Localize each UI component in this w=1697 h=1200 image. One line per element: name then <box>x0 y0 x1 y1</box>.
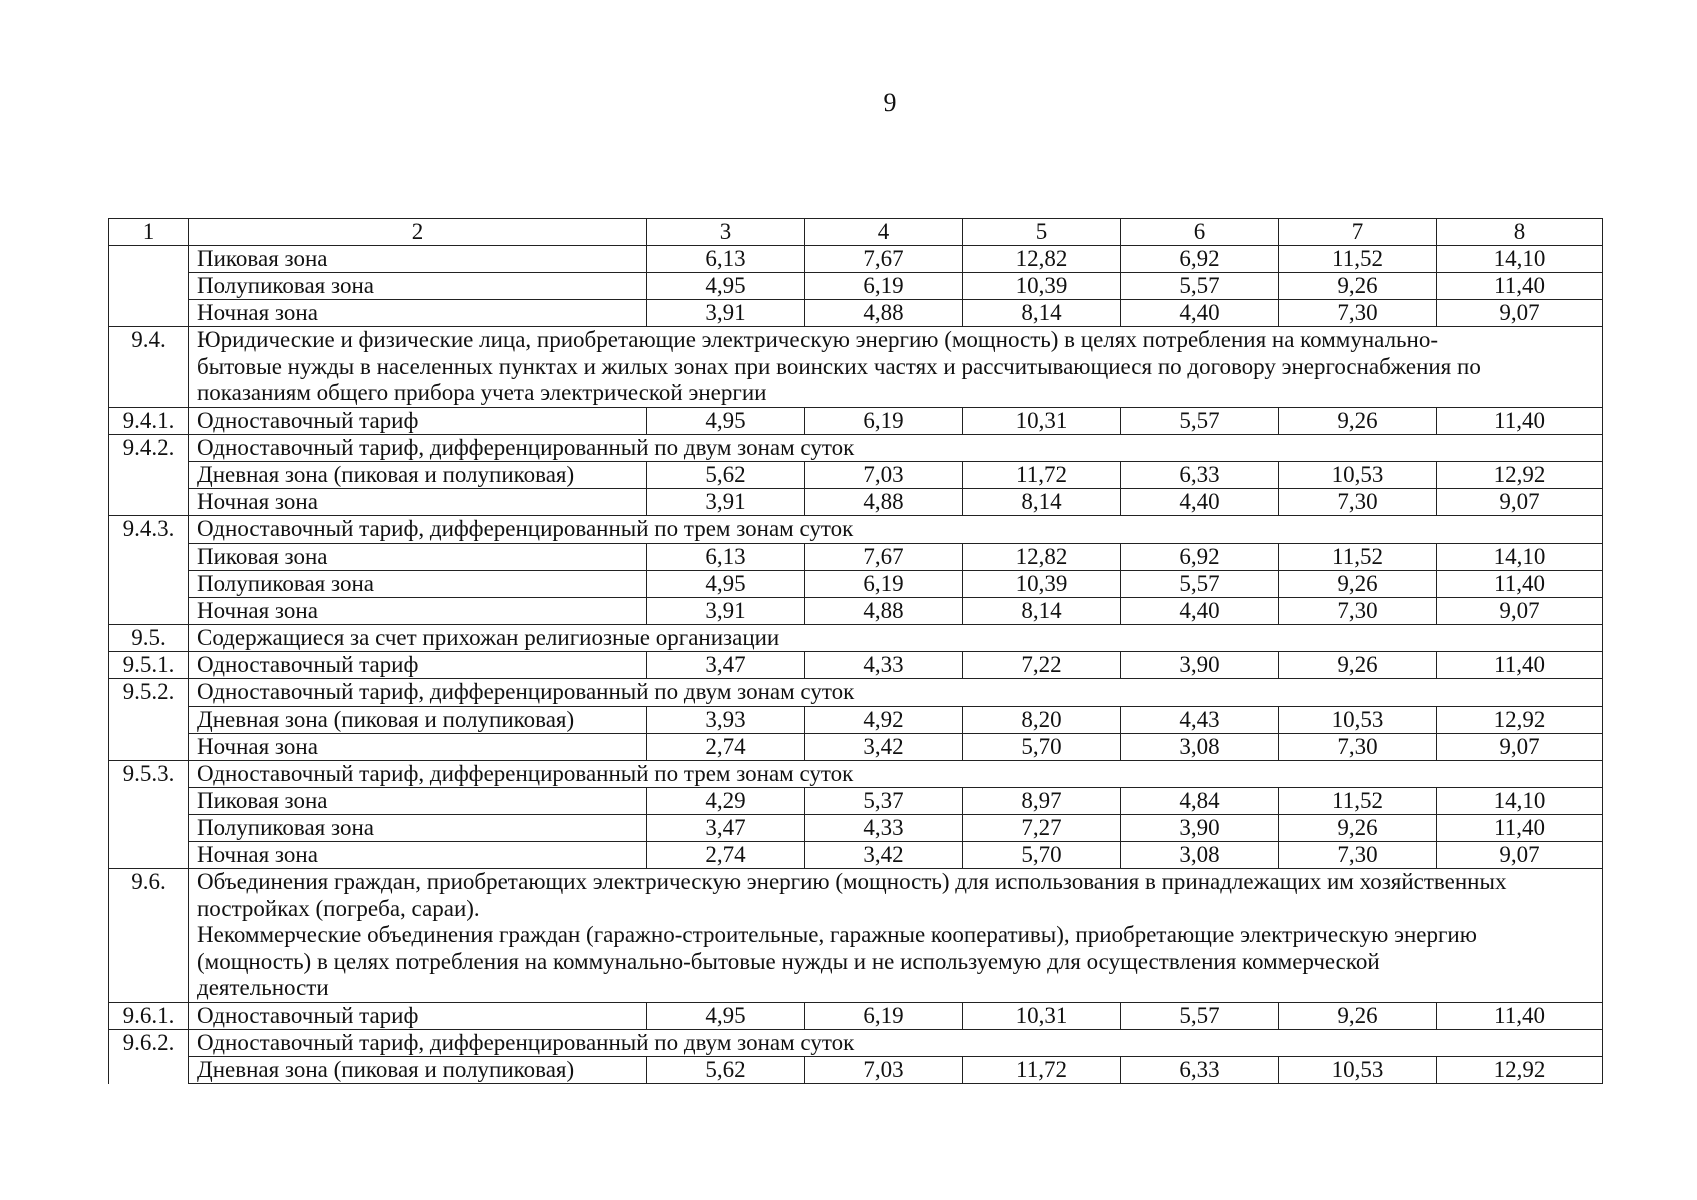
tariff-value-col-6: 3,90 <box>1121 652 1279 679</box>
tariff-value-col-3: 3,47 <box>647 815 805 842</box>
tariff-value-col-6: 6,33 <box>1121 1057 1279 1084</box>
tariff-value-col-3: 3,91 <box>647 489 805 516</box>
tariff-value-col-3: 4,95 <box>647 570 805 597</box>
tariff-value-col-4: 6,19 <box>805 273 963 300</box>
row-number <box>109 489 189 516</box>
tariff-value-col-7: 11,52 <box>1279 788 1437 815</box>
tariff-table <box>108 218 1603 1084</box>
row-number: 9.4. <box>109 327 189 408</box>
tariff-value-col-8: 11,40 <box>1437 652 1603 679</box>
section-title <box>189 760 1603 788</box>
tariff-value-col-4: 7,67 <box>805 246 963 273</box>
tariff-value-col-3: 4,95 <box>647 273 805 300</box>
section-title <box>189 516 1603 544</box>
row-label: Дневная зона (пиковая и полупиковая) <box>189 706 647 733</box>
tariff-value-col-7: 9,26 <box>1279 570 1437 597</box>
table-row <box>109 597 1603 624</box>
tariff-value-col-6: 5,57 <box>1121 407 1279 434</box>
table-row <box>109 788 1603 815</box>
table-row <box>109 570 1603 597</box>
row-number <box>109 842 189 869</box>
section-row <box>109 679 1603 707</box>
page-number: 9 <box>883 88 897 117</box>
row-number <box>109 246 189 273</box>
tariff-value-col-7: 11,52 <box>1279 543 1437 570</box>
row-number: 9.5.1. <box>109 652 189 679</box>
row-label: Ночная зона <box>189 733 647 760</box>
section-title-line: деятельности <box>197 975 329 1000</box>
tariff-value-col-4: 4,88 <box>805 597 963 624</box>
section-row <box>109 327 1603 408</box>
header-cell: 1 <box>109 219 189 246</box>
tariff-value-col-8: 12,92 <box>1437 706 1603 733</box>
tariff-value-col-8: 9,07 <box>1437 597 1603 624</box>
tariff-value-col-8: 12,92 <box>1437 462 1603 489</box>
section-title-line: Содержащиеся за счет прихожан религиозные организации <box>197 624 780 650</box>
row-label: Дневная зона (пиковая и полупиковая) <box>189 1057 647 1084</box>
section-title-line: Одноставочный тариф, дифференцированный по двум зонам суток <box>197 434 855 460</box>
row-number <box>109 706 189 733</box>
row-number: 9.6.2. <box>109 1029 189 1057</box>
header-cell: 3 <box>647 219 805 246</box>
row-number: 9.4.3. <box>109 516 189 544</box>
tariff-value-col-7: 10,53 <box>1279 1057 1437 1084</box>
section-title <box>189 679 1603 707</box>
row-number <box>109 788 189 815</box>
row-number: 9.4.1. <box>109 407 189 434</box>
row-number <box>109 597 189 624</box>
table-row <box>109 706 1603 733</box>
section-title-line: (мощность) в целях потребления на коммунально-бытовые нужды и не используемую для осуществления коммерческой <box>197 948 1380 974</box>
row-number: 9.4.2. <box>109 434 189 462</box>
tariff-value-col-3: 3,47 <box>647 652 805 679</box>
tariff-value-col-6: 5,57 <box>1121 1002 1279 1029</box>
tariff-value-col-6: 4,43 <box>1121 706 1279 733</box>
section-title-line: Объединения граждан, приобретающих электрическую энергию (мощность) для использования в принадлежащих им хозяйственных <box>197 869 1507 894</box>
row-number: 9.6. <box>109 869 189 1003</box>
tariff-value-col-4: 4,33 <box>805 815 963 842</box>
tariff-value-col-7: 9,26 <box>1279 273 1437 300</box>
section-title-line: бытовые нужды в населенных пунктах и жилых зонах при воинских частях и рассчитывающиеся по договору энергоснабжения по <box>197 353 1481 379</box>
tariff-value-col-7: 9,26 <box>1279 815 1437 842</box>
tariff-value-col-5: 10,31 <box>963 407 1121 434</box>
header-cell: 6 <box>1121 219 1279 246</box>
tariff-value-col-4: 7,03 <box>805 462 963 489</box>
tariff-value-col-6: 4,40 <box>1121 300 1279 327</box>
tariff-value-col-8: 11,40 <box>1437 407 1603 434</box>
tariff-value-col-5: 12,82 <box>963 246 1121 273</box>
row-label: Одноставочный тариф <box>189 1002 647 1029</box>
tariff-value-col-6: 3,08 <box>1121 842 1279 869</box>
section-title <box>189 1029 1603 1057</box>
section-title <box>189 869 1603 1003</box>
tariff-value-col-8: 11,40 <box>1437 273 1603 300</box>
tariff-value-col-8: 11,40 <box>1437 815 1603 842</box>
tariff-value-col-7: 9,26 <box>1279 1002 1437 1029</box>
tariff-value-col-7: 11,52 <box>1279 246 1437 273</box>
tariff-value-col-8: 11,40 <box>1437 1002 1603 1029</box>
section-title <box>189 434 1603 462</box>
tariff-value-col-5: 11,72 <box>963 1057 1121 1084</box>
tariff-table-body <box>109 219 1603 1084</box>
tariff-value-col-3: 5,62 <box>647 462 805 489</box>
section-title-line: Одноставочный тариф, дифференцированный по трем зонам суток <box>197 516 854 541</box>
tariff-value-col-3: 5,62 <box>647 1057 805 1084</box>
table-row <box>109 300 1603 327</box>
tariff-value-col-7: 7,30 <box>1279 489 1437 516</box>
section-title-line: постройках (погреба, сараи). <box>197 895 480 921</box>
section-row <box>109 516 1603 544</box>
tariff-value-col-3: 3,91 <box>647 597 805 624</box>
tariff-value-col-8: 14,10 <box>1437 246 1603 273</box>
table-row <box>109 652 1603 679</box>
tariff-value-col-5: 8,97 <box>963 788 1121 815</box>
section-title-line: показаниям общего прибора учета электрической энергии <box>197 380 767 405</box>
section-title-line: Некоммерческие объединения граждан (гаражно-строительные, гаражные кооперативы), приобретающие электрическую энергию <box>197 922 1477 947</box>
tariff-value-col-5: 5,70 <box>963 733 1121 760</box>
tariff-value-col-5: 5,70 <box>963 842 1121 869</box>
tariff-value-col-6: 6,92 <box>1121 246 1279 273</box>
tariff-value-col-3: 4,29 <box>647 788 805 815</box>
tariff-value-col-5: 7,22 <box>963 652 1121 679</box>
row-number <box>109 570 189 597</box>
tariff-value-col-4: 6,19 <box>805 407 963 434</box>
table-row <box>109 842 1603 869</box>
table-row <box>109 543 1603 570</box>
row-number <box>109 1057 189 1084</box>
tariff-value-col-5: 8,20 <box>963 706 1121 733</box>
tariff-value-col-4: 3,42 <box>805 733 963 760</box>
tariff-value-col-4: 7,67 <box>805 543 963 570</box>
row-number <box>109 543 189 570</box>
tariff-value-col-7: 10,53 <box>1279 462 1437 489</box>
row-label: Пиковая зона <box>189 788 647 815</box>
table-row <box>109 733 1603 760</box>
tariff-value-col-7: 7,30 <box>1279 597 1437 624</box>
row-number: 9.6.1. <box>109 1002 189 1029</box>
header-cell: 5 <box>963 219 1121 246</box>
tariff-value-col-4: 3,42 <box>805 842 963 869</box>
tariff-value-col-6: 6,33 <box>1121 462 1279 489</box>
row-number <box>109 733 189 760</box>
section-title <box>189 327 1603 408</box>
row-number: 9.5.2. <box>109 679 189 707</box>
table-row <box>109 273 1603 300</box>
table-row <box>109 1002 1603 1029</box>
table-row <box>109 1057 1603 1084</box>
tariff-value-col-4: 5,37 <box>805 788 963 815</box>
row-number <box>109 815 189 842</box>
tariff-value-col-3: 3,93 <box>647 706 805 733</box>
tariff-value-col-8: 12,92 <box>1437 1057 1603 1084</box>
tariff-value-col-8: 9,07 <box>1437 489 1603 516</box>
section-title-line: Одноставочный тариф, дифференцированный по трем зонам суток <box>197 760 854 786</box>
row-label: Ночная зона <box>189 300 647 327</box>
tariff-value-col-4: 4,88 <box>805 489 963 516</box>
header-cell: 7 <box>1279 219 1437 246</box>
row-label: Полупиковая зона <box>189 815 647 842</box>
section-row <box>109 434 1603 462</box>
tariff-value-col-5: 10,39 <box>963 273 1121 300</box>
tariff-value-col-4: 4,33 <box>805 652 963 679</box>
section-title-line: Юридические и физические лица, приобретающие электрическую энергию (мощность) в целях потребления на коммунально- <box>197 327 1439 352</box>
table-row <box>109 489 1603 516</box>
table-row <box>109 815 1603 842</box>
row-label: Дневная зона (пиковая и полупиковая) <box>189 462 647 489</box>
tariff-value-col-8: 14,10 <box>1437 543 1603 570</box>
row-number <box>109 462 189 489</box>
tariff-value-col-3: 3,91 <box>647 300 805 327</box>
tariff-value-col-5: 12,82 <box>963 543 1121 570</box>
table-row <box>109 462 1603 489</box>
row-label: Ночная зона <box>189 489 647 516</box>
tariff-value-col-5: 7,27 <box>963 815 1121 842</box>
tariff-value-col-7: 7,30 <box>1279 300 1437 327</box>
table-row <box>109 246 1603 273</box>
row-number: 9.5.3. <box>109 760 189 788</box>
row-label: Одноставочный тариф <box>189 407 647 434</box>
section-title <box>189 624 1603 652</box>
tariff-value-col-4: 4,88 <box>805 300 963 327</box>
tariff-value-col-4: 6,19 <box>805 1002 963 1029</box>
section-title-line: Одноставочный тариф, дифференцированный по двум зонам суток <box>197 1029 855 1055</box>
row-label: Одноставочный тариф <box>189 652 647 679</box>
table-header-row <box>109 219 1603 246</box>
tariff-value-col-5: 8,14 <box>963 597 1121 624</box>
tariff-value-col-5: 8,14 <box>963 300 1121 327</box>
tariff-value-col-5: 11,72 <box>963 462 1121 489</box>
tariff-value-col-8: 14,10 <box>1437 788 1603 815</box>
tariff-value-col-4: 6,19 <box>805 570 963 597</box>
tariff-value-col-6: 4,84 <box>1121 788 1279 815</box>
row-label: Пиковая зона <box>189 543 647 570</box>
tariff-value-col-6: 5,57 <box>1121 273 1279 300</box>
tariff-value-col-4: 7,03 <box>805 1057 963 1084</box>
row-label: Полупиковая зона <box>189 570 647 597</box>
row-number <box>109 300 189 327</box>
section-row <box>109 869 1603 1003</box>
tariff-value-col-7: 9,26 <box>1279 652 1437 679</box>
tariff-value-col-5: 10,31 <box>963 1002 1121 1029</box>
tariff-value-col-6: 5,57 <box>1121 570 1279 597</box>
header-cell: 2 <box>189 219 647 246</box>
tariff-value-col-5: 10,39 <box>963 570 1121 597</box>
tariff-value-col-8: 9,07 <box>1437 733 1603 760</box>
tariff-value-col-3: 4,95 <box>647 407 805 434</box>
tariff-value-col-8: 9,07 <box>1437 300 1603 327</box>
tariff-value-col-6: 6,92 <box>1121 543 1279 570</box>
tariff-value-col-8: 11,40 <box>1437 570 1603 597</box>
header-cell: 8 <box>1437 219 1603 246</box>
tariff-value-col-5: 8,14 <box>963 489 1121 516</box>
section-title-line: Одноставочный тариф, дифференцированный по двум зонам суток <box>197 679 855 704</box>
tariff-value-col-3: 4,95 <box>647 1002 805 1029</box>
tariff-value-col-7: 7,30 <box>1279 733 1437 760</box>
tariff-value-col-4: 4,92 <box>805 706 963 733</box>
tariff-value-col-6: 4,40 <box>1121 489 1279 516</box>
row-label: Ночная зона <box>189 597 647 624</box>
section-row <box>109 760 1603 788</box>
row-label: Полупиковая зона <box>189 273 647 300</box>
section-row <box>109 624 1603 652</box>
section-row <box>109 1029 1603 1057</box>
tariff-value-col-3: 2,74 <box>647 733 805 760</box>
tariff-value-col-3: 6,13 <box>647 246 805 273</box>
tariff-value-col-6: 4,40 <box>1121 597 1279 624</box>
row-number <box>109 273 189 300</box>
row-number: 9.5. <box>109 624 189 652</box>
row-label: Ночная зона <box>189 842 647 869</box>
tariff-value-col-7: 10,53 <box>1279 706 1437 733</box>
tariff-value-col-6: 3,08 <box>1121 733 1279 760</box>
tariff-value-col-3: 2,74 <box>647 842 805 869</box>
tariff-value-col-6: 3,90 <box>1121 815 1279 842</box>
tariff-value-col-3: 6,13 <box>647 543 805 570</box>
tariff-value-col-8: 9,07 <box>1437 842 1603 869</box>
tariff-value-col-7: 7,30 <box>1279 842 1437 869</box>
row-label: Пиковая зона <box>189 246 647 273</box>
header-cell: 4 <box>805 219 963 246</box>
table-row <box>109 407 1603 434</box>
tariff-value-col-7: 9,26 <box>1279 407 1437 434</box>
